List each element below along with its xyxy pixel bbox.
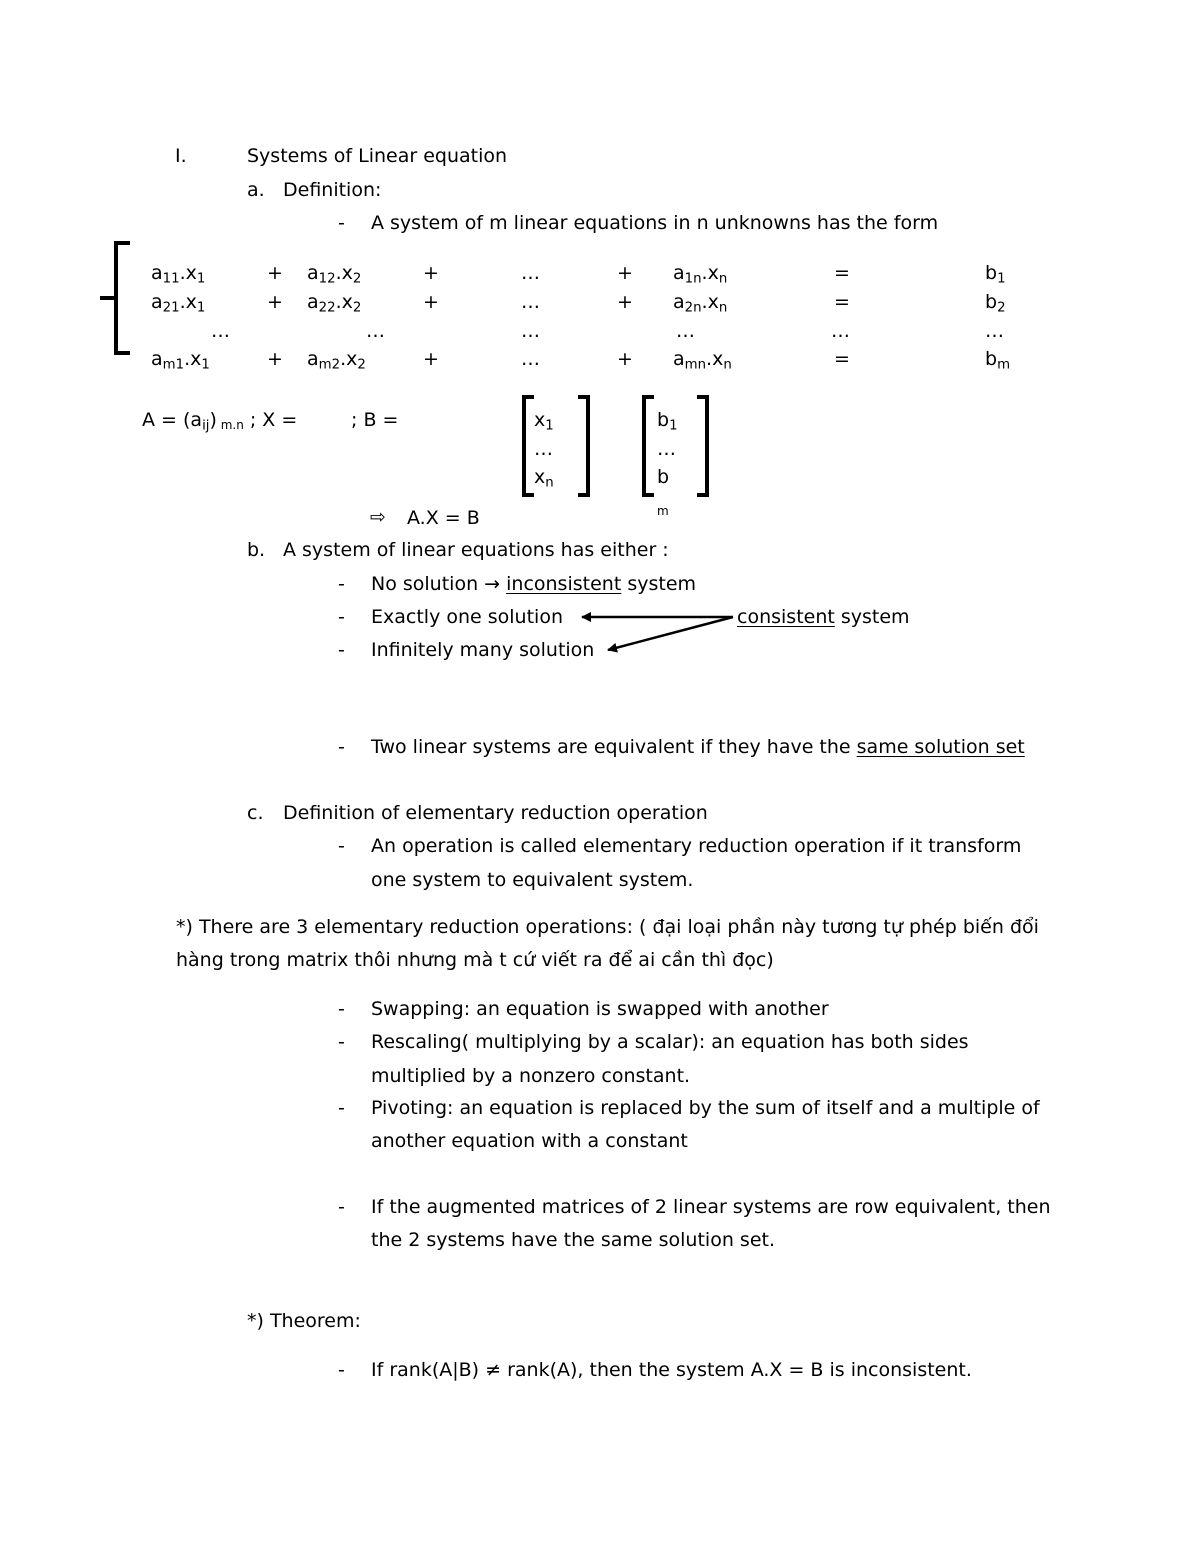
rhs-b2: $b_2$ xyxy=(985,291,1006,316)
ellipsis: … xyxy=(521,348,540,370)
plus-sign: + xyxy=(267,291,283,313)
definition-line-1: An operation is called elementary reduction operation if it transform xyxy=(371,835,1022,857)
matrix-b-label: ; B = xyxy=(351,409,399,431)
ellipsis: … xyxy=(831,320,850,342)
b-vector-right-bracket xyxy=(697,397,707,495)
equals-sign: = xyxy=(834,291,850,313)
term-a11x1: $a_{11}.x_1$ xyxy=(151,262,206,287)
bullet-dash: - xyxy=(338,1196,345,1218)
term-a1nxn: $a_{1n}.x_n$ xyxy=(673,262,728,287)
rhs-bm: $b_m$ xyxy=(985,348,1011,373)
note-line-2: hàng trong matrix thôi nhưng mà t cứ viết ra để ai cần thì đọc) xyxy=(176,949,774,971)
theorem-title: *) Theorem: xyxy=(247,1310,361,1332)
subsection-title: Definition: xyxy=(283,179,382,201)
plus-sign: + xyxy=(423,291,439,313)
note-line-1: *) There are 3 elementary reduction operations: ( đại loại phần này tương tự phép biến đổi xyxy=(176,916,1039,938)
plus-sign: + xyxy=(617,262,633,284)
plus-sign: + xyxy=(617,348,633,370)
bullet-dash: - xyxy=(338,1359,345,1381)
ellipsis: … xyxy=(521,320,540,342)
ellipsis: … xyxy=(985,320,1004,342)
ellipsis: … xyxy=(521,291,540,313)
infinitely-many-item: Infinitely many solution xyxy=(371,639,595,661)
augmented-line-1: If the augmented matrices of 2 linear systems are row equivalent, then xyxy=(371,1196,1051,1218)
plus-sign: + xyxy=(423,348,439,370)
matrix-equation: A.X = B xyxy=(407,507,480,529)
term-a2nxn: $a_{2n}.x_n$ xyxy=(673,291,728,316)
x-vector-left-bracket xyxy=(524,397,534,495)
term-a21x1: $a_{21}.x_1$ xyxy=(151,291,206,316)
b-vector-ellipsis: … xyxy=(657,438,676,460)
term-a12x2: $a_{12}.x_2$ xyxy=(307,262,362,287)
plus-sign: + xyxy=(267,348,283,370)
subsection-title: Definition of elementary reduction operation xyxy=(283,802,708,824)
bullet-dash: - xyxy=(338,606,345,628)
plus-sign: + xyxy=(267,262,283,284)
b-vector-left-bracket xyxy=(644,397,654,495)
swapping-item: Swapping: an equation is swapped with another xyxy=(371,998,829,1020)
section-number: I. xyxy=(175,145,187,167)
term-am1x1: $a_{m1}.x_1$ xyxy=(151,348,210,373)
b-vector-b1: $b_1$ xyxy=(657,409,678,434)
term-amnxn: $a_{mn}.x_n$ xyxy=(673,348,732,373)
pivoting-line-1: Pivoting: an equation is replaced by the sum of itself and a multiple of xyxy=(371,1097,1040,1119)
subsection-label: a. xyxy=(247,179,265,201)
no-solution-item: No solution → inconsistent system xyxy=(371,573,697,595)
exactly-one-item: Exactly one solution xyxy=(371,606,563,628)
augmented-line-2: the 2 systems have the same solution set. xyxy=(371,1229,775,1251)
bullet-dash: - xyxy=(338,998,345,1020)
ellipsis: … xyxy=(676,320,695,342)
b-vector-m-subscript: m xyxy=(657,504,669,518)
term-a22x2: $a_{22}.x_2$ xyxy=(307,291,362,316)
subsection-title: A system of linear equations has either : xyxy=(283,539,669,561)
equivalent-systems-item: Two linear systems are equivalent if they have the same solution set xyxy=(371,736,1025,758)
x-vector-right-bracket xyxy=(578,397,588,495)
ellipsis: … xyxy=(366,320,385,342)
ellipsis: … xyxy=(211,320,230,342)
subsection-label: b. xyxy=(247,539,266,561)
equals-sign: = xyxy=(834,262,850,284)
x-vector-x1: $x_1$ xyxy=(534,409,554,434)
rescaling-line-1: Rescaling( multiplying by a scalar): an equation has both sides xyxy=(371,1031,969,1053)
plus-sign: + xyxy=(423,262,439,284)
ellipsis: … xyxy=(521,262,540,284)
subsection-label: c. xyxy=(247,802,264,824)
theorem-statement: If rank(A|B) ≠ rank(A), then the system A.X = B is inconsistent. xyxy=(371,1359,972,1381)
arrow-to-infinitely-many xyxy=(608,617,733,650)
bullet-dash: - xyxy=(338,736,345,758)
rescaling-line-2: multiplied by a nonzero constant. xyxy=(371,1065,691,1087)
x-vector-xn: $x_n$ xyxy=(534,466,554,491)
section-title: Systems of Linear equation xyxy=(247,145,508,167)
pivoting-line-2: another equation with a constant xyxy=(371,1130,688,1152)
b-vector-bm: b xyxy=(657,466,670,488)
equals-sign: = xyxy=(834,348,850,370)
consistent-label: consistent system xyxy=(737,606,910,628)
matrix-a-definition: $A = (a_{ij})$ $_{m.n}$ ; X = xyxy=(142,409,298,434)
bullet-dash: - xyxy=(338,639,345,661)
plus-sign: + xyxy=(617,291,633,313)
implies-arrow-icon: ⇨ xyxy=(370,506,386,528)
bullet-dash: - xyxy=(338,212,345,234)
bullet-dash: - xyxy=(338,1097,345,1119)
bullet-dash: - xyxy=(338,835,345,857)
bullet-dash: - xyxy=(338,573,345,595)
x-vector-ellipsis: … xyxy=(534,438,553,460)
bullet-dash: - xyxy=(338,1031,345,1053)
definition-line-2: one system to equivalent system. xyxy=(371,869,694,891)
rhs-b1: $b_1$ xyxy=(985,262,1006,287)
bullet-text: A system of m linear equations in n unknowns has the form xyxy=(371,212,939,234)
term-am2x2: $a_{m2}.x_2$ xyxy=(307,348,366,373)
